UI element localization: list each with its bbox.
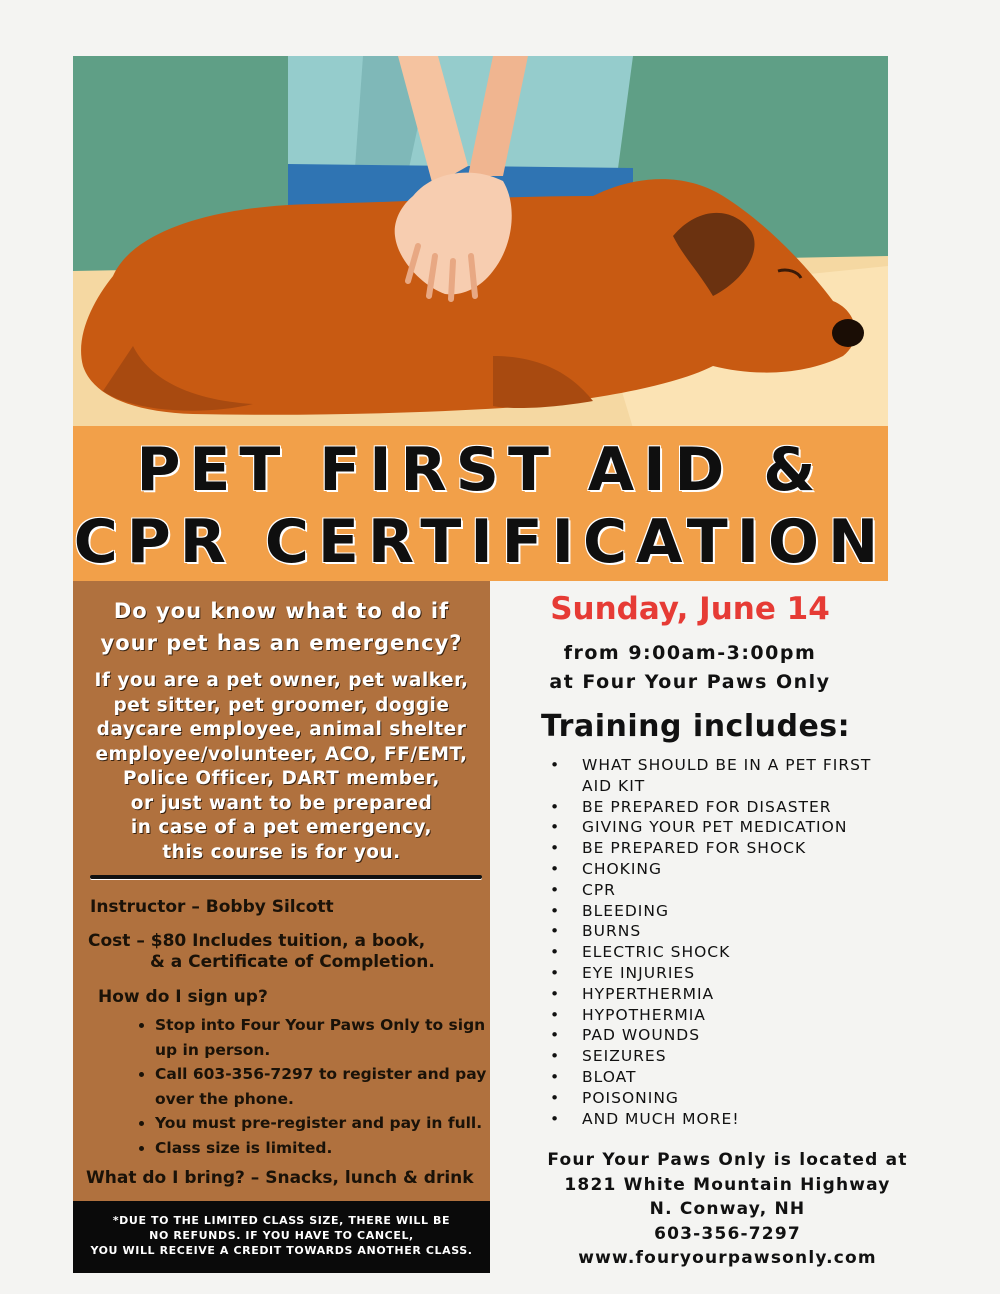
list-item: • WHAT SHOULD BE IN A PET FIRST AID KIT (562, 755, 882, 797)
dog-cpr-illustration (73, 56, 888, 428)
audience-text (73, 669, 490, 865)
list-item: • BLEEDING (562, 901, 882, 922)
emergency-question (73, 595, 490, 659)
list-item: • ELECTRIC SHOCK (562, 942, 882, 963)
phone-number: 603-356-7297 (654, 1223, 801, 1244)
audience-line: Police Officer, DART member, (123, 768, 440, 789)
event-time: from 9:00am-3:00pm (563, 642, 817, 664)
list-item: • PAD WOUNDS (562, 1025, 882, 1046)
list-item: • SEIZURES (562, 1046, 882, 1067)
question-line: Do you know what to do if (113, 599, 450, 623)
location-line: N. Conway, NH (649, 1199, 806, 1219)
training-heading: Training includes: (541, 709, 851, 744)
event-place: at Four Your Paws Only (549, 671, 831, 693)
what-to-bring: What do I bring? – Snacks, lunch & drink (86, 1168, 474, 1188)
title-line-1: PET FIRST AID & (136, 435, 825, 505)
list-item: • AND MUCH MORE! (562, 1109, 882, 1130)
course-info-panel (73, 581, 490, 1201)
audience-line: in case of a pet emergency, (130, 817, 433, 838)
store-location (525, 1148, 930, 1271)
section-divider (90, 875, 482, 879)
cost-line-1: Cost – $80 Includes tuition, a book, (88, 931, 426, 951)
notice-line: YOU WILL RECEIVE A CREDIT TOWARDS ANOTHER CLASS. (90, 1244, 473, 1257)
signup-list (131, 1013, 505, 1160)
website-link[interactable]: www.fouryourpawsonly.com (578, 1248, 877, 1268)
list-item: • BE PREPARED FOR SHOCK (562, 838, 882, 859)
notice-line: *DUE TO THE LIMITED CLASS SIZE, THERE WILL BE (112, 1214, 451, 1227)
list-item: • CPR (562, 880, 882, 901)
signup-heading: How do I sign up? (98, 987, 268, 1007)
notice-line: NO REFUNDS. IF YOU HAVE TO CANCEL, (149, 1229, 414, 1242)
list-item: • HYPOTHERMIA (562, 1005, 882, 1026)
refund-notice (73, 1201, 490, 1273)
list-item: • HYPERTHERMIA (562, 984, 882, 1005)
list-item: • EYE INJURIES (562, 963, 882, 984)
list-item: • You must pre-register and pay in full. (155, 1111, 505, 1136)
title-line-2: CPR CERTIFICATION (73, 507, 888, 577)
audience-line: If you are a pet owner, pet walker, (94, 670, 469, 691)
location-line: 1821 White Mountain Highway (564, 1174, 891, 1195)
location-line: Four Your Paws Only is located at (547, 1150, 908, 1170)
instructor-info: Instructor – Bobby Silcott (90, 897, 334, 917)
list-item: • GIVING YOUR PET MEDICATION (562, 817, 882, 838)
list-item: • Class size is limited. (155, 1136, 505, 1161)
hero-illustration (73, 56, 888, 428)
event-date: Sunday, June 14 (550, 591, 830, 627)
audience-line: employee/volunteer, ACO, FF/EMT, (95, 743, 468, 765)
list-item: • CHOKING (562, 859, 882, 880)
training-topics (560, 755, 882, 1129)
audience-line: this course is for you. (162, 841, 401, 863)
audience-line: or just want to be prepared (130, 792, 433, 814)
list-item: • BE PREPARED FOR DISASTER (562, 797, 882, 818)
list-item: • BLOAT (562, 1067, 882, 1088)
audience-line: pet sitter, pet groomer, doggie (113, 694, 450, 716)
question-line: your pet has an emergency? (100, 631, 463, 655)
event-time-place (490, 639, 890, 697)
cost-line-2: & a Certificate of Completion. (150, 952, 435, 972)
audience-line: daycare employee, animal shelter (96, 719, 467, 740)
list-item: • Call 603-356-7297 to register and pay over the phone. (155, 1062, 505, 1111)
list-item: • BURNS (562, 921, 882, 942)
title-banner (73, 426, 888, 581)
cost-info (88, 931, 435, 973)
list-item: • Stop into Four Your Paws Only to sign up in person. (155, 1013, 505, 1062)
list-item: • POISONING (562, 1088, 882, 1109)
